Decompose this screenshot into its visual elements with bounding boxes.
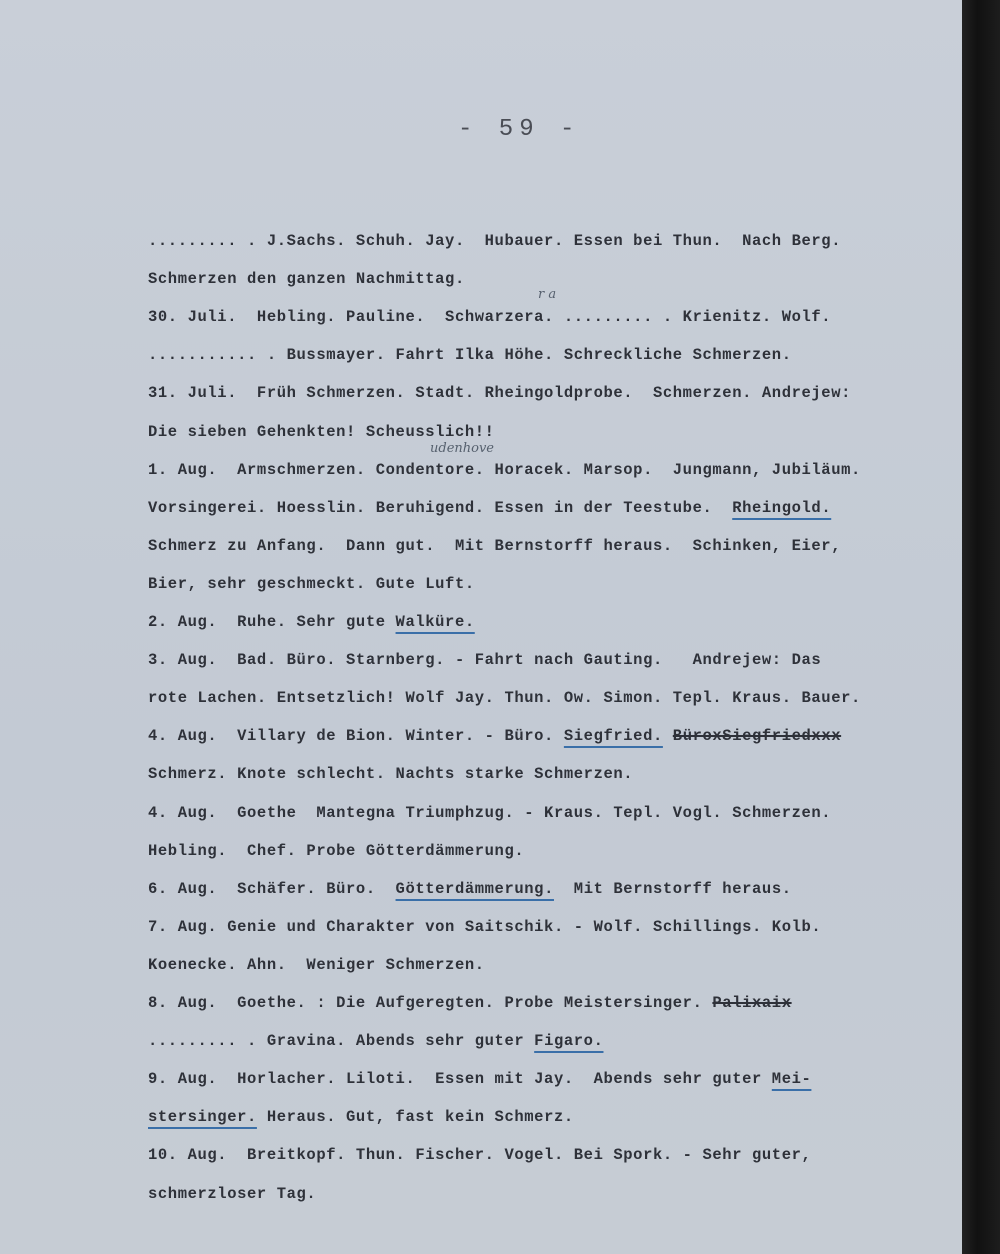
line-text: 3. Aug. Bad. Büro. Starnberg. - Fahrt nach Gauting. Andrejew: Das [148, 651, 822, 670]
text-line [148, 804, 831, 822]
line-text: Bier, sehr geschmeckt. Gute Luft. [148, 574, 475, 593]
line-text: 8. Aug. Goethe. : Die Aufgeregten. Probe Meistersinger. [148, 994, 713, 1012]
line-text: Schmerz. Knote schlecht. Nachts starke Schmerzen. [148, 765, 634, 784]
text-line [148, 270, 465, 288]
text-line [148, 423, 495, 441]
line-text: Die sieben Gehenkten! Scheusslich!! [148, 422, 495, 441]
text-line [148, 765, 633, 783]
handwritten-insertion: udenhove [430, 441, 494, 456]
line-text: Schmerzen den ganzen Nachmittag. [148, 270, 465, 289]
text-line [148, 613, 475, 631]
text-line [148, 1070, 811, 1088]
text-line [148, 994, 792, 1012]
text-line [148, 384, 851, 402]
text-line [148, 346, 792, 364]
text-line [148, 461, 861, 479]
line-text: 9. Aug. Horlacher. Liloti. Essen mit Jay. Abends sehr guter [148, 1070, 772, 1089]
line-text: rote Lachen. Entsetzlich! Wolf Jay. Thun. Ow. Simon. Tepl. Kraus. Bauer. [148, 689, 861, 708]
line-text: Schmerz zu Anfang. Dann gut. Mit Bernstorff heraus. Schinken, Eier, [148, 536, 842, 555]
line-text: 2. Aug. Ruhe. Sehr gute [148, 613, 396, 631]
line-text: Heraus. Gut, fast kein Schmerz. [256, 1108, 574, 1127]
line-text: 31. Juli. Früh Schmerzen. Stadt. Rheingoldprobe. Schmerzen. Andrejew: [148, 384, 852, 403]
struck-text: BüroxSiegfriedxxx [672, 727, 842, 746]
text-line [148, 1108, 574, 1126]
text-line [148, 308, 831, 326]
text-line [148, 918, 821, 936]
line-text: 10. Aug. Breitkopf. Thun. Fischer. Vogel. Bei Spork. - Sehr guter, [148, 1146, 812, 1165]
text-line [148, 232, 841, 250]
line-text: Hebling. Chef. Probe Götterdämmerung. [148, 841, 525, 860]
line-text: 7. Aug. Genie und Charakter von Saitschik. - Wolf. Schillings. Kolb. [148, 917, 822, 936]
line-text: 6. Aug. Schäfer. Büro. [148, 879, 396, 898]
underlined-text: Siegfried. [563, 727, 663, 746]
underlined-text: Walküre. [395, 613, 475, 631]
text-line [148, 842, 524, 860]
underlined-text: Götterdämmerung. [395, 879, 554, 898]
text-line [148, 1146, 811, 1164]
underlined-text: Figaro. [534, 1032, 604, 1051]
struck-text: Palixaix [712, 994, 792, 1012]
line-text: ........... . Bussmayer. Fahrt Ilka Höhe. Schreckliche Schmerzen. [148, 346, 792, 365]
line-text: 4. Aug. Villary de Bion. Winter. - Büro. [148, 727, 564, 746]
text-line [148, 727, 841, 745]
line-text: Vorsingerei. Hoesslin. Beruhigend. Essen in der Teestube. [148, 498, 733, 517]
underlined-text: stersinger. [148, 1108, 257, 1127]
text-line [148, 1032, 603, 1050]
text-line [148, 956, 485, 974]
text-line [148, 1185, 316, 1203]
line-text: Koenecke. Ahn. Weniger Schmerzen. [148, 955, 485, 974]
underlined-text: Mei- [771, 1070, 812, 1089]
line-text: ......... . Gravina. Abends sehr guter [148, 1032, 535, 1051]
line-text: 4. Aug. Goethe Mantegna Triumphzug. - Kraus. Tepl. Vogl. Schmerzen. [148, 803, 832, 822]
line-text [663, 727, 673, 745]
handwritten-correction: r a [538, 287, 557, 302]
line-text: 1. Aug. Armschmerzen. Condentore. Horacek. Marsop. Jungmann, Jubiläum. [148, 460, 861, 479]
underlined-text: Rheingold. [732, 498, 832, 517]
text-line [148, 880, 792, 898]
line-text: Mit Bernstorff heraus. [553, 879, 792, 898]
text-line [148, 575, 475, 593]
page-number: - 59 - [458, 116, 581, 143]
line-text: 30. Juli. Hebling. Pauline. Schwarzera. ......... . Krienitz. Wolf. [148, 308, 832, 327]
text-line [148, 499, 831, 517]
text-line [148, 651, 821, 669]
text-line [148, 537, 841, 555]
line-text: schmerzloser Tag. [148, 1184, 317, 1203]
page-edge [962, 0, 1000, 1254]
text-line [148, 689, 861, 707]
line-text: ......... . J.Sachs. Schuh. Jay. Hubauer. Essen bei Thun. Nach Berg. [148, 232, 842, 250]
